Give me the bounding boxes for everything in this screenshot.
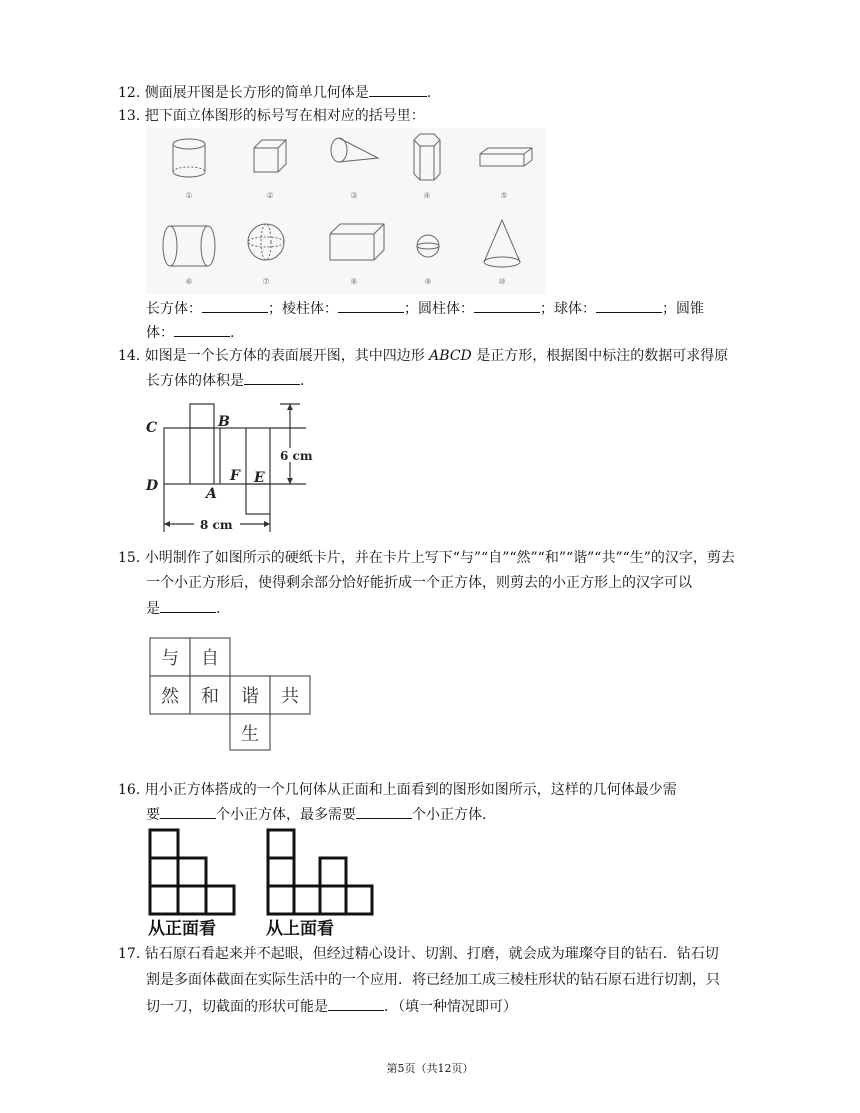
q15-line-2 [146,573,692,593]
answer-blank-cuboid[interactable] [202,298,268,313]
q17-line-1 [118,944,719,964]
q16-line-2 [146,804,486,825]
card-cell-5: 谐 [241,686,259,707]
label-8cm: 8 cm [200,518,233,532]
solid-label-6: ⑥ [185,277,193,286]
label-F: F [230,468,240,484]
q14-text-b: 是正方形，根据图中标注的数据可求得原 [476,348,729,364]
label-6cm: 6 cm [280,449,313,463]
q15-text-b: 一个小正方形后，使得剩余部分恰好能折成一个正方体，则剪去的小正方形上的汉字可以 [146,575,692,591]
q13-text: 把下面立体图形的标号写在相对应的括号里： [144,108,425,124]
label-B: B [218,414,230,430]
answer-label-cone: ；圆锥 [662,301,704,317]
q16-number: 16. [118,782,141,798]
q15-end: . [216,601,221,617]
q13-line [118,106,425,126]
q17-text-a: 钻石原石看起来并不起眼，但经过精心设计、切割、打磨，就会成为璀璨夺目的钻石．钻石切 [144,946,719,962]
q16-text-d: 个小正方体. [412,807,487,823]
answer-label-sphere: ；球体： [540,301,596,317]
q14-line-2 [146,370,304,391]
page-footer: 第5页（共12页） [386,1062,474,1075]
q15-card-figure [148,636,320,752]
q15-text-c: 是 [146,601,160,617]
q14-text-a: 如图是一个长方体的表面展开图，其中四边形 [144,348,425,364]
answer-label-cone-2: 体： [146,325,174,341]
answer-blank-prism[interactable] [338,298,404,313]
label-C: C [146,420,158,436]
card-cell-7: 生 [241,724,259,745]
solid-label-2: ② [266,191,274,200]
q17-text-b: 割是多面体截面在实际生活中的一个应用．将已经加工成三棱柱形状的钻石原石进行切割，只 [146,972,720,988]
solid-label-1: ① [185,191,193,200]
q15-line-3 [146,598,220,619]
q17-text-c: 切一刀，切截面的形状可能是 [146,999,328,1015]
label-front-view: 从正面看 [148,919,216,939]
q14-text-c: 长方体的体积是 [146,373,244,389]
q16-text-a: 用小正方体搭成的一个几何体从正面和上面看到的图形如图所示，这样的几何体最少需 [144,782,677,798]
q14-net-figure [140,398,330,542]
label-E: E [254,470,265,486]
answer-blank-cylinder[interactable] [474,298,540,313]
label-D: D [146,478,159,494]
solid-label-5: ⑤ [500,191,508,200]
q17-number: 17. [118,946,141,962]
q17-line-2 [146,970,720,990]
solid-label-3: ③ [350,191,358,200]
q15-number: 15. [118,550,141,566]
answer-label-prism: ；棱柱体： [268,301,338,317]
q14-abcd: ABCD [429,348,472,364]
label-A: A [206,486,217,502]
card-cell-1: 与 [161,648,179,669]
answer-label-cylinder: ；圆柱体： [404,301,474,317]
q12-line [118,82,431,103]
q13-answer-line-1 [146,298,704,319]
card-cell-3: 然 [161,686,179,707]
q13-number: 13. [118,108,141,124]
answer-blank-sphere[interactable] [596,298,662,313]
q12-number: 12. [118,85,141,101]
card-cell-6: 共 [281,686,299,707]
q14-line-1 [118,346,728,366]
q13-answer-line-2 [146,322,234,343]
solid-label-8: ⑧ [350,277,358,286]
answer-label-cuboid: 长方体： [146,301,202,317]
solid-label-7: ⑦ [262,277,270,286]
q14-number: 14. [118,348,141,364]
q13-solids-figure [146,128,546,294]
q15-blank[interactable] [160,598,216,613]
label-top-view: 从上面看 [266,919,334,939]
q12-text: 侧面展开图是长方形的简单几何体是 [144,85,369,101]
q13-end: . [230,325,235,341]
q14-end: . [300,373,305,389]
q12-blank[interactable] [369,82,427,97]
q16-blank-max[interactable] [356,804,412,819]
q14-blank[interactable] [244,370,300,385]
q15-text-a: 小明制作了如图所示的硬纸卡片，并在卡片上写下“与”“自”“然”“和”“谐”“共”“生”的汉字，剪去 [144,550,735,566]
q16-line-1 [118,780,677,800]
q17-text-d: ．（填一种情况即可） [384,999,517,1015]
card-cell-2: 自 [201,648,219,669]
q16-blank-min[interactable] [160,804,216,819]
q16-text-c: 个小正方体，最多需要 [216,807,356,823]
solid-label-9: ⑨ [424,277,432,286]
q16-views-figure [146,826,376,940]
solid-label-4: ④ [423,191,431,200]
q15-line-1 [118,548,735,568]
card-cell-4: 和 [201,686,219,707]
answer-blank-cone[interactable] [174,322,230,337]
q17-line-3 [146,996,517,1017]
q16-text-b: 要 [146,807,160,823]
q17-blank[interactable] [328,996,384,1011]
q12-end: . [426,85,432,101]
solid-label-10: ⑩ [498,277,506,286]
